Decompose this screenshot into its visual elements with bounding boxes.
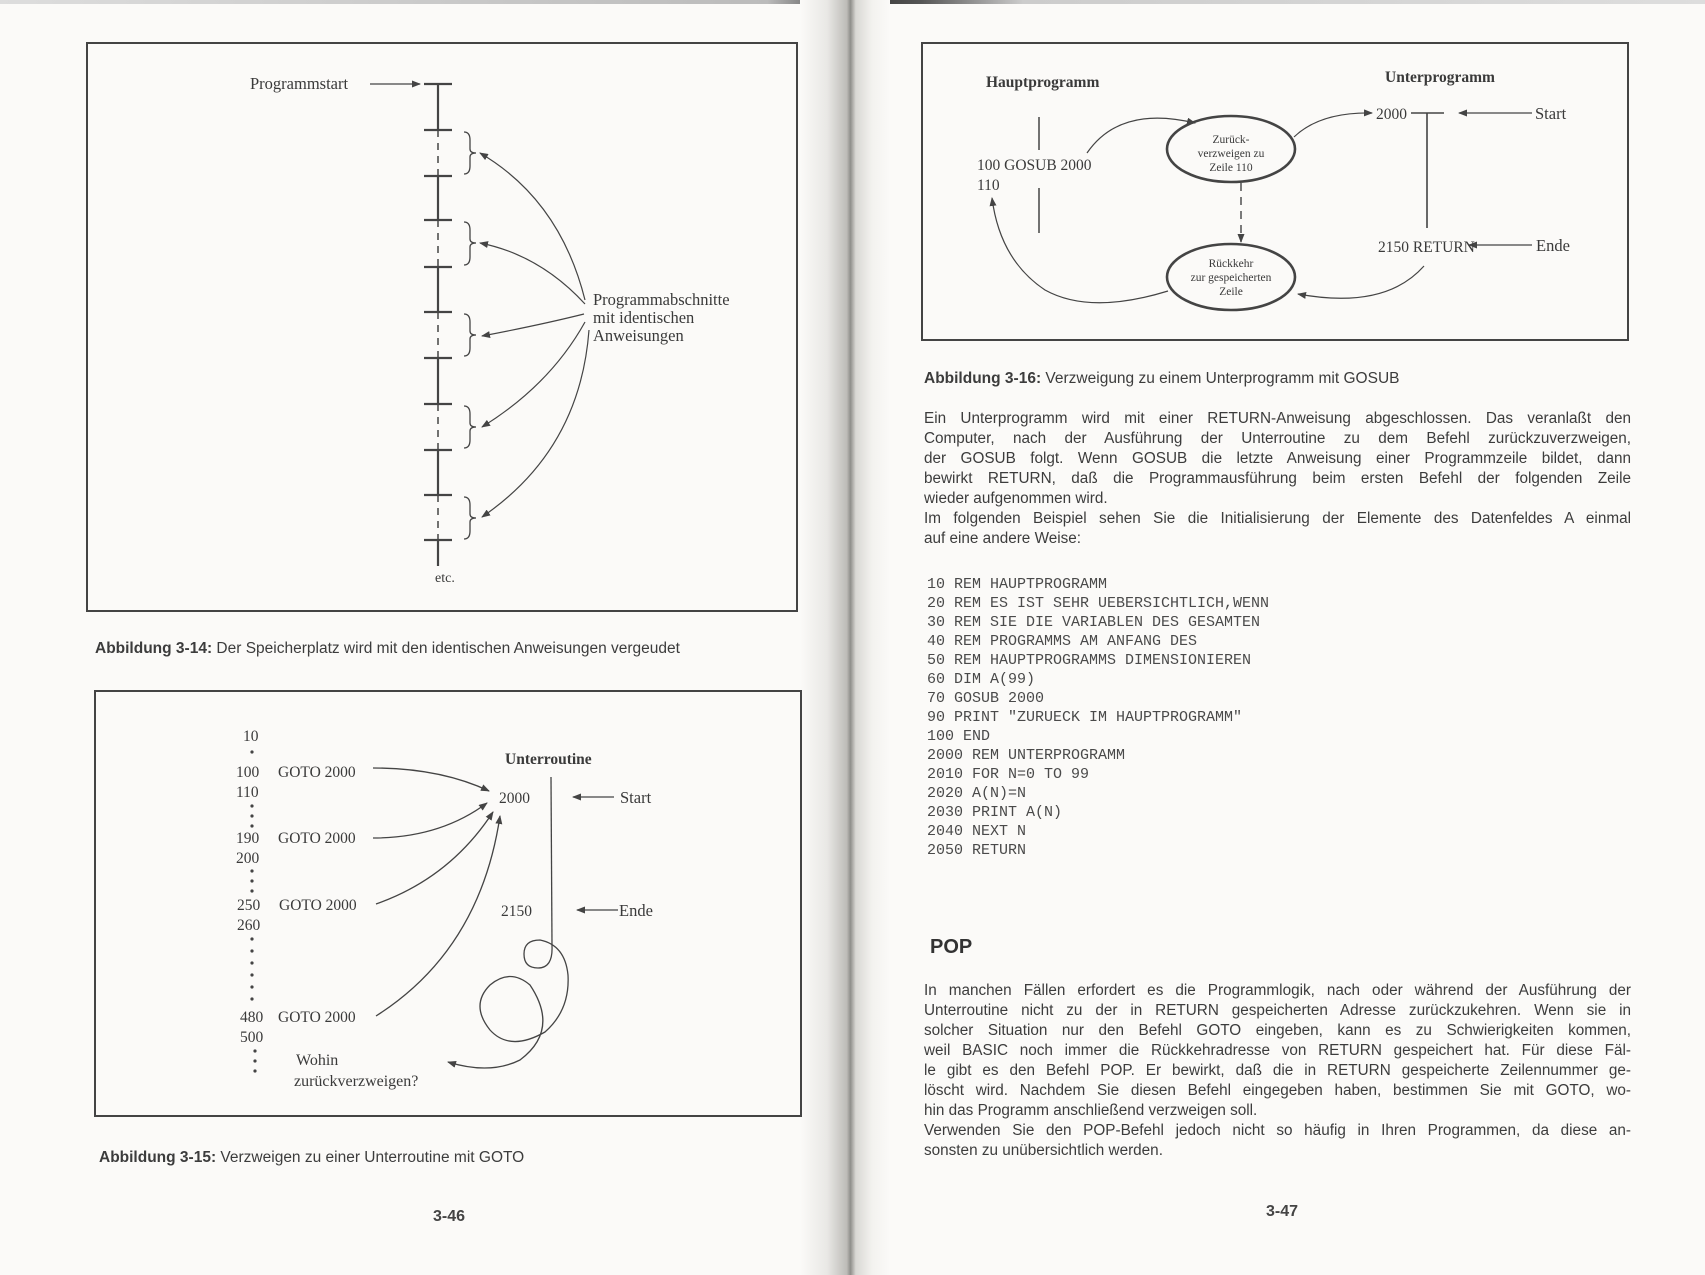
code-line: 40 REM PROGRAMMS AM ANFANG DES	[927, 633, 1198, 650]
goto-arrows	[373, 768, 618, 1068]
text-line: solcher Situation nur den Befehl GOTO eingeben, kann es zu Schwierigkeiten kommen,	[924, 1022, 1631, 1039]
text-line: le gibt es den Befehl POP. Er bewirkt, daß die in RETURN gespeicherte Zeilennummer ge-	[924, 1062, 1631, 1079]
ellipse-text: Zeile	[1219, 286, 1243, 298]
text-line: sonsten zu unübersichtlich werden.	[924, 1142, 1163, 1159]
section-arrows	[370, 84, 589, 517]
section-heading-pop: POP	[930, 936, 973, 958]
line-number: 250	[237, 897, 261, 914]
subprogram-start-line: 2000	[1376, 106, 1407, 123]
line-number: 110	[236, 784, 259, 801]
figure-frame	[95, 691, 801, 1116]
ellipse-text: Rückkehr	[1208, 258, 1254, 270]
code-line: 2050 RETURN	[927, 842, 1027, 859]
paragraph-pop	[924, 981, 1631, 1161]
caption-text: Verzweigen zu einer Unterroutine mit GOTO	[220, 1149, 525, 1166]
caption-label: Abbildung 3-15:	[99, 1149, 217, 1166]
ellipse-text: zur gespeicherten	[1190, 272, 1272, 284]
code-line: 50 REM HAUPTPROGRAMMS DIMENSIONIEREN	[927, 652, 1252, 669]
question-line: zurückverzweigen?	[294, 1073, 419, 1090]
text-line: bewirkt RETURN, daß die Programmausführung beim ersten Befehl der folgenden Zeile	[924, 470, 1631, 487]
text-line: Ein Unterprogramm wird mit einer RETURN-Anweisung abgeschlossen. Das veranlaßt den	[924, 410, 1631, 427]
code-line: 70 GOSUB 2000	[927, 690, 1045, 707]
line-number: 10	[243, 728, 259, 745]
text-line: wieder aufgenommen wird.	[924, 490, 1108, 507]
caption-label: Abbildung 3-16:	[924, 370, 1042, 387]
figure-caption-3-16	[924, 370, 1399, 388]
code-line: 2030 PRINT A(N)	[927, 804, 1063, 821]
gosub-line: 100 GOSUB 2000	[977, 157, 1092, 174]
figure-3-14	[87, 43, 797, 611]
next-line: 110	[977, 177, 1000, 194]
code-line: 10 REM HAUPTPROGRAMM	[927, 576, 1108, 593]
line-number: 500	[240, 1029, 264, 1046]
text-line: auf eine andere Weise:	[924, 530, 1082, 547]
start-label: Start	[1535, 104, 1567, 123]
figure-3-15	[95, 691, 801, 1116]
code-line: 2010 FOR N=0 TO 99	[927, 766, 1090, 783]
paragraph-return	[924, 409, 1631, 549]
code-line: 100 END	[927, 728, 991, 745]
sections-label-line: Programmabschnitte	[593, 290, 730, 309]
line-number: 200	[236, 850, 260, 867]
end-label: Ende	[1536, 236, 1570, 255]
code-line: 60 DIM A(99)	[927, 671, 1036, 688]
section-braces	[464, 132, 476, 539]
goto-statement: GOTO 2000	[279, 897, 357, 914]
end-line-number: 2150	[501, 903, 532, 920]
page-number: 3-46	[433, 1208, 466, 1225]
caption-label: Abbildung 3-14:	[95, 640, 213, 657]
program-timeline	[424, 84, 452, 566]
program-start-label: Programmstart	[250, 74, 349, 93]
text-line: der GOSUB folgt. Wenn GOSUB die letzte Anweisung einer Programmzeile bildet, dann	[924, 450, 1631, 467]
code-line: 2040 NEXT N	[927, 823, 1027, 840]
subroutine-title: Unterroutine	[505, 751, 592, 768]
sections-label-line: Anweisungen	[593, 326, 684, 345]
start-label: Start	[620, 788, 652, 807]
figure-caption-3-15	[99, 1149, 524, 1167]
caption-text: Verzweigung zu einem Unterprogramm mit GOSUB	[1045, 370, 1400, 387]
return-line: 2150 RETURN	[1378, 239, 1475, 256]
page-number: 3-47	[1266, 1203, 1299, 1220]
code-listing	[927, 575, 1269, 860]
goto-statement: GOTO 2000	[278, 764, 356, 781]
text-line: In manchen Fällen erfordert es die Programmlogik, nach oder während der Ausführung der	[924, 982, 1631, 999]
caption-text: Der Speicherplatz wird mit den identischen Anweisungen vergeudet	[216, 640, 680, 657]
text-line: weil BASIC noch immer die Rückkehradresse von RETURN gespeichert hat. Für diese Fäl-	[924, 1042, 1631, 1059]
figure-caption-3-14	[95, 640, 680, 658]
ellipse-text: verzweigen zu	[1197, 148, 1265, 160]
figure-frame	[87, 43, 797, 611]
end-label: Ende	[619, 901, 653, 920]
ellipse-text: Zurück-	[1212, 134, 1250, 146]
ellipse-text: Zeile 110	[1209, 162, 1253, 174]
sections-label-line: mit identischen	[593, 308, 695, 327]
text-line: hin das Programm anschließend verzweigen soll.	[924, 1102, 1258, 1119]
line-number: 480	[240, 1009, 264, 1026]
code-line: 20 REM ES IST SEHR UEBERSICHTLICH,WENN	[927, 595, 1270, 612]
question-line: Wohin	[296, 1052, 339, 1069]
code-line: 2000 REM UNTERPROGRAMM	[927, 747, 1126, 764]
text-line: Unterroutine nicht zu der in RETURN gespeicherten Adresse zurückzukehren. Wenn sie in	[924, 1002, 1631, 1019]
text-line: Verwenden Sie den POP-Befehl jedoch nicht so häufig in Ihren Programmen, da diese an-	[924, 1122, 1631, 1139]
code-line: 2020 A(N)=N	[927, 785, 1027, 802]
subprogram-title: Unterprogramm	[1385, 69, 1495, 86]
text-line: Computer, nach der Ausführung der Unterroutine zu dem Befehl zurückzuverzweigen,	[924, 430, 1631, 447]
line-number: 190	[236, 830, 260, 847]
goto-statement: GOTO 2000	[278, 830, 356, 847]
main-program-title: Hauptprogramm	[986, 74, 1100, 91]
etc-label: etc.	[435, 571, 455, 586]
line-number: 260	[237, 917, 261, 934]
line-number: 100	[236, 764, 260, 781]
code-line: 30 REM SIE DIE VARIABLEN DES GESAMTEN	[927, 614, 1261, 631]
goto-statement: GOTO 2000	[278, 1009, 356, 1026]
start-line-number: 2000	[499, 790, 530, 807]
text-line: löscht wird. Nachdem Sie diesen Befehl eingegeben haben, bestimmen Sie mit GOTO, wo-	[924, 1082, 1631, 1099]
code-line: 90 PRINT "ZURUECK IM HAUPTPROGRAMM"	[927, 709, 1243, 726]
text-line: Im folgenden Beispiel sehen Sie die Initialisierung der Elemente des Datenfeldes A einmal	[924, 510, 1631, 527]
